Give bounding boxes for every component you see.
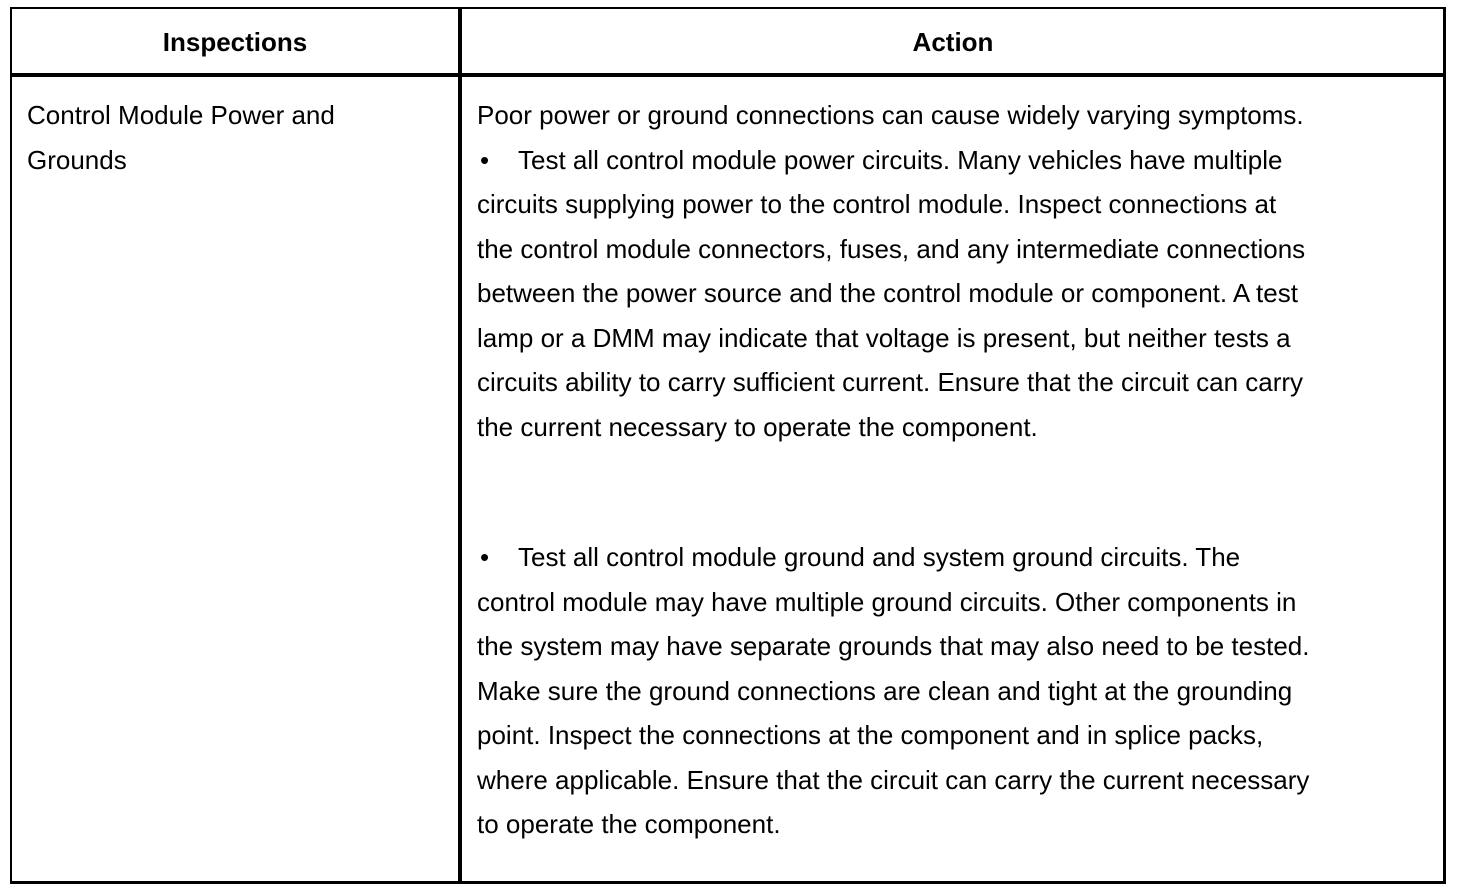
bullet-text-line: the control module connectors, fuses, and any intermediate connections [477, 233, 1306, 264]
header-divider [10, 73, 1446, 77]
bullet-text-line: lamp or a DMM may indicate that voltage is present, but neither tests a [477, 322, 1291, 353]
bullet-icon: • [480, 542, 490, 572]
bullet-text-line: Test all control module ground and system ground circuits. The [518, 542, 1241, 572]
bullet-icon: • [480, 144, 490, 175]
paragraph-spacer [477, 449, 1437, 535]
header-action: Action [912, 27, 994, 57]
bullet-text-line: the current necessary to operate the component. [477, 411, 1038, 442]
bullet-power-circuits [477, 138, 1437, 450]
bullet-text-line: Make sure the ground connections are clean and tight at the grounding [477, 675, 1293, 706]
bullet-ground-circuits [477, 535, 1437, 847]
action-cell [477, 93, 1437, 847]
bullet-text-line: the system may have separate grounds that may also need to be tested. [477, 631, 1310, 661]
bullet-text-line: circuits supplying power to the control module. Inspect connections at [477, 189, 1277, 219]
column-divider [458, 7, 462, 884]
bullet-text-line: circuits ability to carry sufficient current. Ensure that the circuit can carry [477, 367, 1304, 397]
bullet-text-line: where applicable. Ensure that the circuit can carry the current necessary [477, 764, 1310, 795]
bullet-text-line: to operate the component. [477, 809, 781, 839]
bullet-text-line: control module may have multiple ground circuits. Other components in [477, 586, 1297, 617]
header-inspections: Inspections [162, 27, 308, 57]
action-intro: Poor power or ground connections can cause widely varying symptoms. [477, 100, 1304, 130]
inspection-line: Grounds [27, 144, 127, 175]
inspection-line: Control Module Power and [27, 100, 335, 130]
inspection-cell [27, 93, 447, 182]
bullet-text-line: between the power source and the control module or component. A test [477, 278, 1298, 308]
bullet-text-line: point. Inspect the connections at the component and in splice packs, [477, 720, 1264, 750]
bullet-text-line: Test all control module power circuits. Many vehicles have multiple [518, 144, 1283, 175]
